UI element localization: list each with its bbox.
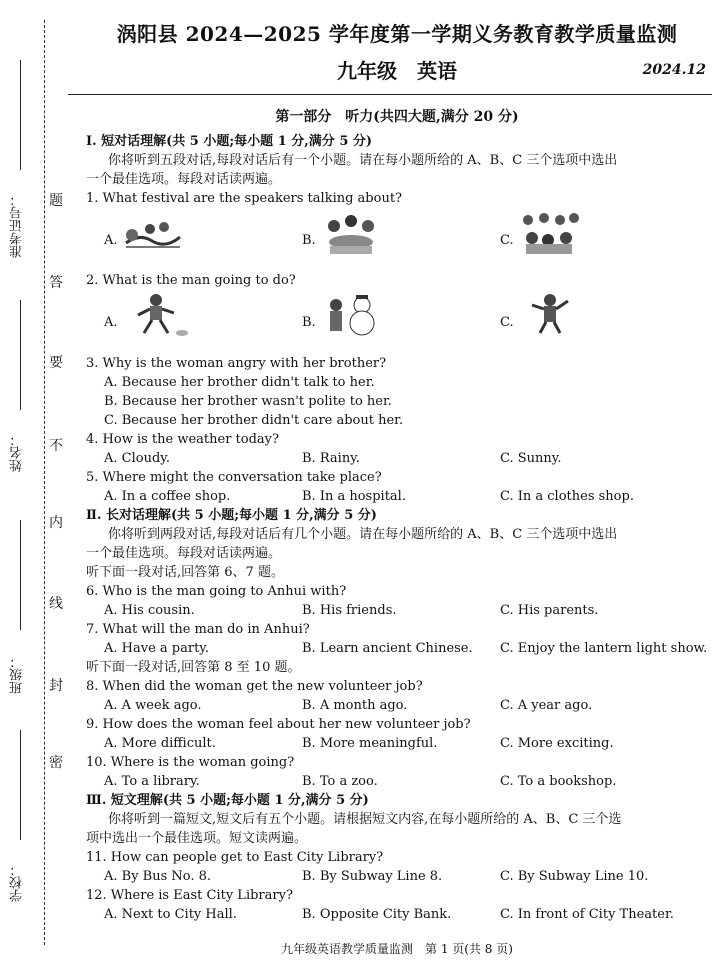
option-b[interactable]: B. In a hospital. — [302, 489, 406, 504]
school-field[interactable] — [20, 730, 21, 840]
school-label: 学校： — [10, 863, 25, 903]
seal-char: 要 — [49, 355, 63, 371]
seal-char: 题 — [49, 193, 63, 209]
option-c[interactable]: C. In front of City Theater. — [500, 907, 674, 922]
option-c[interactable]: C. Sunny. — [500, 451, 562, 466]
option-b[interactable]: B. By Subway Line 8. — [302, 869, 443, 884]
option-c[interactable]: C. — [500, 233, 514, 248]
section-heading: Ⅲ. 短文理解(共 5 小题;每小题 1 分,满分 5 分) — [86, 793, 369, 808]
header-rule — [68, 94, 712, 95]
dialogue-lead: 听下面一段对话,回答第 6、7 题。 — [86, 565, 284, 580]
exam-number-label: 准考证号： — [10, 193, 25, 259]
option-b[interactable]: B. Opposite City Bank. — [302, 907, 452, 922]
option-b[interactable]: B. More meaningful. — [302, 736, 438, 751]
section-intro: 一个最佳选项。每段对话读两遍。 — [86, 546, 282, 561]
option-b[interactable]: B. A month ago. — [302, 698, 408, 713]
class-field[interactable] — [20, 520, 21, 630]
family-dinner-picture-icon — [320, 212, 382, 256]
section-heading: Ⅰ. 短对话理解(共 5 小题;每小题 1 分,满分 5 分) — [86, 134, 373, 149]
option-c[interactable]: C. More exciting. — [500, 736, 614, 751]
dragon-boat-picture-icon — [122, 213, 184, 257]
snowman-picture-icon — [322, 293, 384, 337]
option-b[interactable]: B. — [302, 315, 316, 330]
option-a[interactable]: A. A week ago. — [104, 698, 202, 713]
option-a[interactable]: A. By Bus No. 8. — [104, 869, 212, 884]
seal-char: 密 — [49, 755, 63, 771]
section-intro: 你将听到一篇短文,短文后有五个小题。请根据短文内容,在每小题所给的 A、B、C 三个选 — [108, 812, 622, 827]
option-c[interactable]: C. Enjoy the lantern light show. — [500, 641, 708, 656]
section-heading: Ⅱ. 长对话理解(共 5 小题;每小题 1 分,满分 5 分) — [86, 508, 377, 523]
exam-date: 2024.12 — [642, 62, 706, 78]
option-c[interactable]: C. His parents. — [500, 603, 599, 618]
dialogue-lead: 听下面一段对话,回答第 8 至 10 题。 — [86, 660, 301, 675]
question-stem: 12. Where is East City Library? — [86, 888, 293, 903]
option-b[interactable]: B. Learn ancient Chinese. — [302, 641, 473, 656]
seal-char: 封 — [49, 678, 63, 694]
name-label: 姓名： — [10, 433, 25, 473]
skiing-picture-icon — [522, 293, 584, 337]
section-intro: 项中选出一个最佳选项。短文读两遍。 — [86, 831, 308, 846]
option-a[interactable]: A. Next to City Hall. — [104, 907, 237, 922]
seal-char: 线 — [49, 596, 63, 612]
option-c[interactable]: C. — [500, 315, 514, 330]
seal-line — [44, 20, 45, 945]
option-b[interactable]: B. — [302, 233, 316, 248]
question-stem: 9. How does the woman feel about her new volunteer job? — [86, 717, 471, 732]
option-a[interactable]: A. Cloudy. — [104, 451, 171, 466]
option-a[interactable]: A. More difficult. — [104, 736, 216, 751]
option-a[interactable]: A. To a library. — [104, 774, 200, 789]
option-a[interactable]: A. In a coffee shop. — [104, 489, 231, 504]
section-intro: 你将听到两段对话,每段对话后有几个小题。请在每小题所给的 A、B、C 三个选项中选出 — [108, 527, 618, 542]
option-a[interactable]: A. Have a party. — [104, 641, 210, 656]
option-a[interactable]: A. Because her brother didn't talk to her. — [104, 375, 375, 390]
page-footer: 九年级英语教学质量监测 第 1 页(共 8 页) — [281, 942, 513, 956]
class-label: 班级： — [10, 655, 25, 695]
option-b[interactable]: B. Because her brother wasn't polite to her. — [104, 394, 392, 409]
binding-margin — [0, 0, 66, 969]
seal-char: 答 — [49, 275, 63, 291]
section-intro: 你将听到五段对话,每段对话后有一个小题。请在每小题所给的 A、B、C 三个选项中选出 — [108, 153, 618, 168]
option-b[interactable]: B. To a zoo. — [302, 774, 378, 789]
question-stem: 10. Where is the woman going? — [86, 755, 295, 770]
question-stem: 7. What will the man do in Anhui? — [86, 622, 310, 637]
name-field[interactable] — [20, 300, 21, 410]
question-stem: 11. How can people get to East City Library? — [86, 850, 384, 865]
exam-number-field[interactable] — [20, 60, 21, 170]
question-stem: 2. What is the man going to do? — [86, 273, 296, 288]
question-stem: 5. Where might the conversation take place? — [86, 470, 382, 485]
exam-title: 涡阳县 2024—2025 学年度第一学期义务教育教学质量监测 — [116, 22, 678, 46]
option-b[interactable]: B. Rainy. — [302, 451, 360, 466]
question-stem: 8. When did the woman get the new volunteer job? — [86, 679, 423, 694]
question-stem: 4. How is the weather today? — [86, 432, 279, 447]
exam-subject: 九年级 英语 — [337, 59, 457, 83]
option-a[interactable]: A. — [104, 233, 118, 248]
option-a[interactable]: A. — [104, 315, 118, 330]
option-c[interactable]: C. Because her brother didn't care about her. — [104, 413, 404, 428]
question-stem: 1. What festival are the speakers talking about? — [86, 191, 403, 206]
section-intro: 一个最佳选项。每段对话读两遍。 — [86, 172, 282, 187]
option-c[interactable]: C. To a bookshop. — [500, 774, 617, 789]
seal-char: 不 — [49, 438, 63, 454]
question-stem: 3. Why is the woman angry with her brother? — [86, 356, 387, 371]
part-heading: 第一部分 听力(共四大题,满分 20 分) — [275, 109, 519, 125]
option-c[interactable]: C. In a clothes shop. — [500, 489, 634, 504]
seal-char: 内 — [49, 515, 63, 531]
option-c[interactable]: C. By Subway Line 10. — [500, 869, 649, 884]
option-c[interactable]: C. A year ago. — [500, 698, 593, 713]
question-stem: 6. Who is the man going to Anhui with? — [86, 584, 347, 599]
option-b[interactable]: B. His friends. — [302, 603, 397, 618]
option-a[interactable]: A. His cousin. — [104, 603, 195, 618]
lantern-festival-picture-icon — [518, 212, 580, 256]
skating-picture-icon — [130, 293, 192, 337]
